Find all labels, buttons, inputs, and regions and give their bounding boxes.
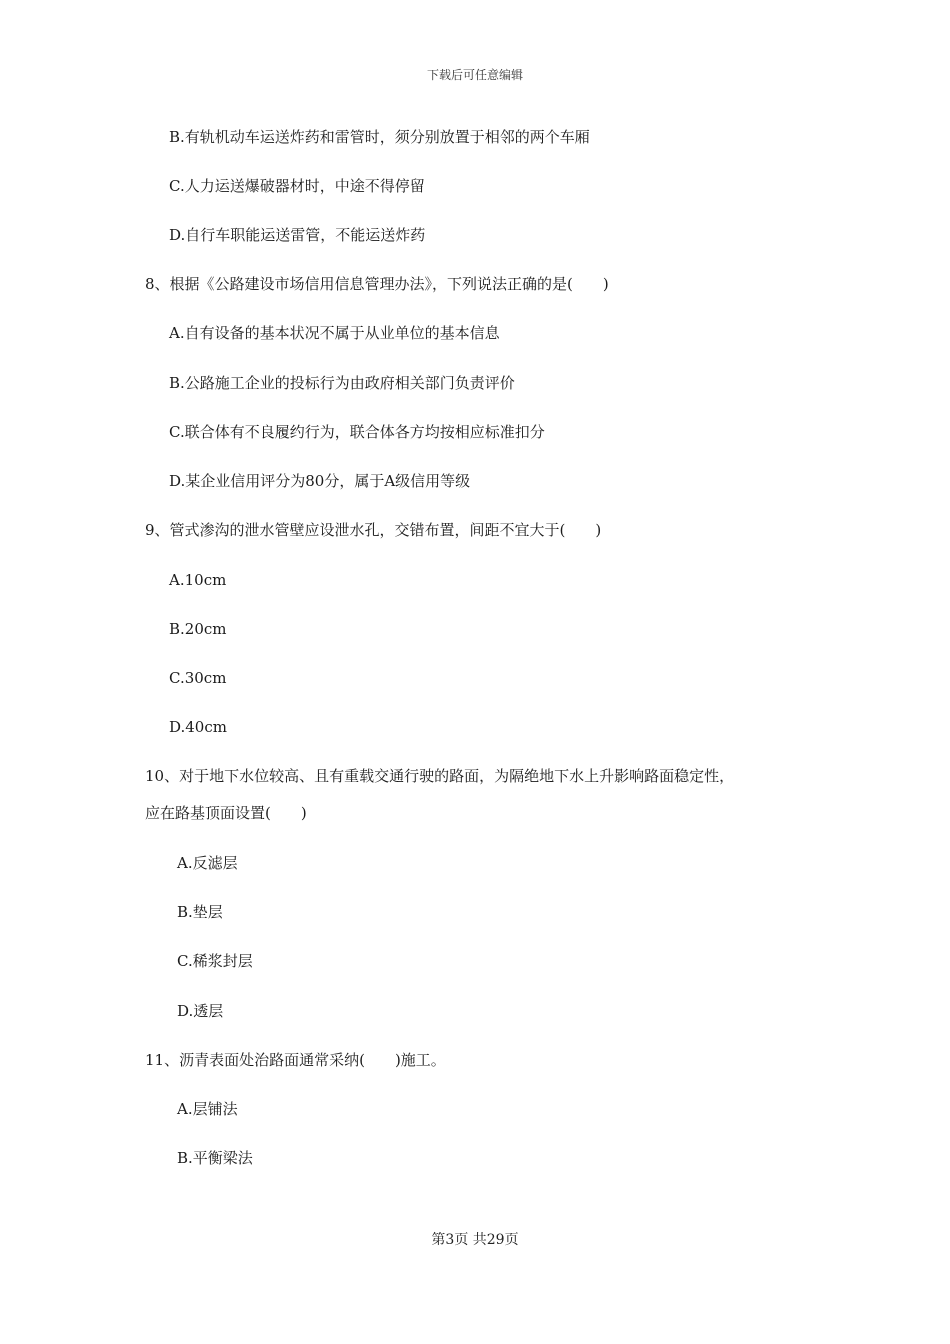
q11-option-b: B.平衡梁法	[177, 1149, 253, 1167]
q8-option-b: B.公路施工企业的投标行为由政府相关部门负责评价	[169, 374, 515, 392]
page-header: 下载后可任意编辑	[426, 68, 523, 82]
q10-option-a: A.反滤层	[177, 854, 238, 872]
q9-option-a: A.10cm	[169, 571, 227, 589]
q8-option-c: C.联合体有不良履约行为，联合体各方均按相应标准扣分	[169, 423, 545, 441]
q8-option-a: A.自有设备的基本状况不属于从业单位的基本信息	[169, 324, 500, 342]
q9-option-d: D.40cm	[169, 718, 227, 736]
q10-option-b: B.垫层	[177, 903, 223, 921]
q8-stem: 8、根据《公路建设市场信用信息管理办法》，下列说法正确的是( )	[145, 275, 609, 293]
q9-option-c: C.30cm	[169, 669, 227, 687]
q7-option-b: B.有轨机动车运送炸药和雷管时，须分别放置于相邻的两个车厢	[169, 128, 590, 146]
q9-stem: 9、管式渗沟的泄水管壁应设泄水孔，交错布置，间距不宜大于( )	[145, 521, 602, 539]
q10-option-d: D.透层	[177, 1002, 224, 1020]
q10-stem-line1: 10、对于地下水位较高、且有重载交通行驶的路面，为隔绝地下水上升影响路面稳定性，	[145, 767, 735, 785]
q7-option-c: C.人力运送爆破器材时，中途不得停留	[169, 177, 425, 195]
q11-option-a: A.层铺法	[177, 1100, 238, 1118]
q11-stem: 11、沥青表面处治路面通常采纳( )施工。	[145, 1051, 446, 1069]
q7-option-d: D.自行车职能运送雷管，不能运送炸药	[169, 226, 426, 244]
q10-stem-line2: 应在路基顶面设置( )	[145, 804, 307, 822]
q9-option-b: B.20cm	[169, 620, 227, 638]
q8-option-d: D.某企业信用评分为80分，属于A级信用等级	[169, 472, 471, 490]
page-footer: 第3页 共29页	[431, 1232, 519, 1248]
q10-option-c: C.稀浆封层	[177, 952, 253, 970]
